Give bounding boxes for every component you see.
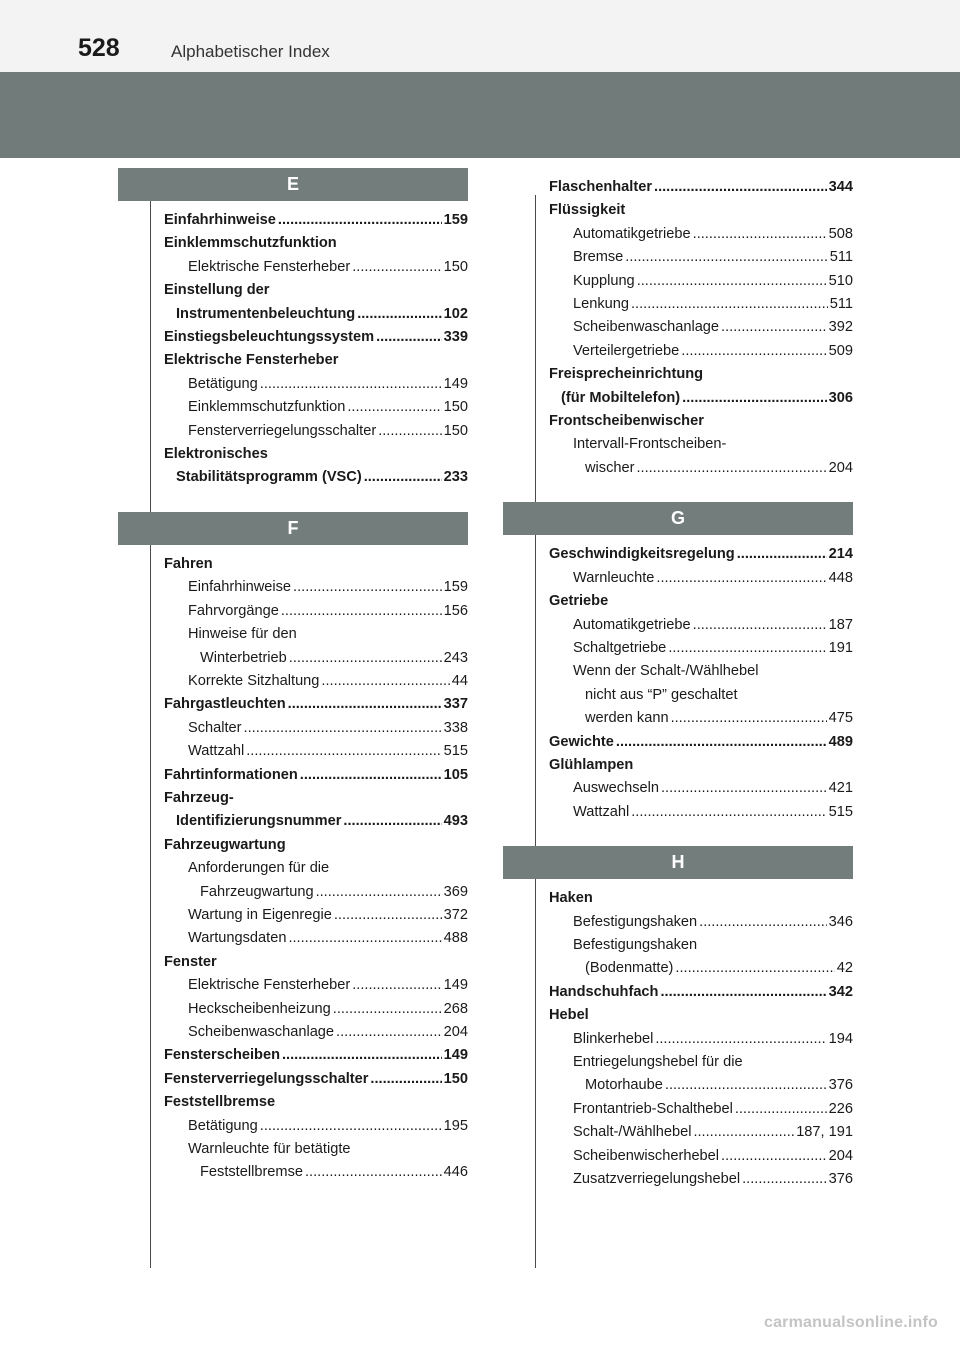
index-entry-page: 510	[828, 272, 853, 289]
index-entry	[549, 801, 853, 824]
index-entry-text: Geschwindigkeitsregelung	[549, 546, 735, 563]
index-entry-text: Identifizierungsnummer	[176, 813, 342, 830]
index-entry	[549, 363, 853, 386]
index-entry	[549, 637, 853, 660]
header-band	[0, 72, 960, 158]
dot-leader	[721, 1145, 827, 1168]
index-entry	[164, 600, 468, 623]
index-entry-text: (für Mobiltelefon)	[561, 389, 681, 406]
index-entry	[164, 1044, 468, 1067]
index-entry-text: Entriegelungshebel für die	[573, 1054, 743, 1070]
index-entry	[164, 623, 468, 646]
index-entry	[164, 904, 468, 927]
index-entry	[164, 670, 468, 693]
dot-leader	[376, 326, 442, 349]
watermark: carmanualsonline.info	[763, 1314, 938, 1331]
index-entry-text: Einklemmschutzfunktion	[164, 235, 337, 252]
dot-leader	[693, 223, 827, 246]
dot-leader	[260, 373, 442, 396]
index-entry	[549, 1168, 853, 1191]
dot-leader	[282, 1044, 442, 1067]
index-entry-page: 376	[828, 1077, 853, 1094]
index-entry	[164, 740, 468, 763]
dot-leader	[260, 1115, 442, 1138]
index-entry-text: Fenster	[164, 953, 217, 970]
index-entry-text: Betätigung	[188, 1117, 258, 1134]
index-column-right	[535, 168, 853, 1191]
index-entry-text: Fensterscheiben	[164, 1047, 280, 1064]
index-entry-page: 149	[443, 375, 468, 392]
dot-leader	[616, 731, 827, 754]
dot-leader	[293, 576, 442, 599]
dot-leader	[336, 1021, 442, 1044]
index-entry-page: 344	[828, 179, 853, 195]
index-entry-text: Einstiegsbeleuchtungssystem	[164, 329, 375, 346]
index-entry	[164, 326, 468, 349]
index-entry-text: Scheibenwaschanlage	[188, 1024, 335, 1040]
index-entry-text: Glühlampen	[549, 756, 634, 773]
section-header-h: H	[503, 846, 853, 879]
index-entries	[535, 535, 853, 824]
index-entry	[164, 349, 468, 372]
index-entry-page: 509	[828, 342, 853, 359]
dot-leader	[675, 957, 834, 980]
index-entry-page: 214	[828, 546, 853, 563]
dot-leader	[681, 340, 826, 363]
index-entries	[535, 879, 853, 1191]
index-entry	[549, 270, 853, 293]
index-entry-text: Fahrgastleuchten	[164, 696, 286, 713]
index-entry-text: (Bodenmatte)	[585, 960, 674, 977]
index-entry	[164, 810, 468, 833]
index-entry-page: 150	[443, 258, 468, 275]
index-entry-page: 194	[828, 1030, 853, 1047]
dot-leader	[347, 396, 441, 419]
index-entry	[549, 590, 853, 613]
index-entry	[549, 614, 853, 637]
index-entry-text: Betätigung	[188, 375, 258, 392]
index-entry-page: 159	[443, 212, 468, 228]
index-entry	[164, 787, 468, 810]
index-entry-page: 511	[829, 249, 853, 266]
index-entry-text: Feststellbremse	[164, 1094, 276, 1111]
index-column-left	[150, 168, 468, 1185]
index-entry	[549, 1004, 853, 1027]
dot-leader	[625, 246, 827, 269]
index-entry-page: 150	[443, 422, 468, 439]
index-entry-text: Elektronisches	[164, 446, 268, 463]
dot-leader	[660, 981, 826, 1004]
index-entry	[549, 433, 853, 456]
section-header-f: F	[118, 512, 468, 545]
index-entry	[549, 176, 853, 199]
index-entry-text: Wartung in Eigenregie	[188, 906, 332, 923]
index-entry-text: Auswechseln	[573, 780, 659, 797]
dot-leader	[288, 693, 442, 716]
dot-leader	[281, 600, 442, 623]
index-entry-text: Fahrzeugwartung	[164, 836, 286, 853]
index-entry-page: 376	[828, 1171, 853, 1188]
dot-leader	[305, 1161, 442, 1184]
index-entry	[549, 246, 853, 269]
index-entry	[164, 647, 468, 670]
index-entry-page: 204	[828, 459, 853, 476]
index-entry-text: Fahrzeug-	[164, 789, 234, 806]
index-entry-text: Instrumentenbeleuchtung	[176, 305, 356, 322]
index-entry-text: Flaschenhalter	[549, 179, 653, 195]
dot-leader	[682, 387, 826, 410]
index-entry-text: Blinkerhebel	[573, 1030, 654, 1047]
index-entry-text: Stabilitätsprogramm (VSC)	[176, 469, 362, 486]
index-entry	[549, 457, 853, 480]
index-entry-text: Frontantrieb-Schalthebel	[573, 1100, 733, 1117]
index-entry	[164, 693, 468, 716]
index-entry-text: Scheibenwischerhebel	[573, 1147, 720, 1164]
index-entry	[164, 576, 468, 599]
index-entry-page: 42	[836, 960, 853, 977]
index-entry-page: 243	[443, 649, 468, 666]
index-entry	[164, 232, 468, 255]
index-entry-page: 149	[443, 1047, 468, 1064]
index-entry-text: Fahren	[164, 555, 213, 572]
index-entry-text: Haken	[549, 890, 593, 907]
index-entry-text: Wattzahl	[188, 743, 245, 760]
index-entry-text: Warnleuchte	[573, 569, 655, 586]
index-entry-text: Befestigungshaken	[573, 936, 698, 953]
index-entry-text: Einstellung der	[164, 282, 270, 299]
index-entry-page: 346	[828, 913, 853, 930]
index-entry-text: Heckscheibenheizung	[188, 1000, 331, 1017]
index-entries	[150, 201, 468, 490]
section-header-e: E	[118, 168, 468, 201]
index-entry-text: Elektrische Fensterheber	[188, 258, 351, 275]
dot-leader	[334, 904, 442, 927]
index-entry	[549, 1074, 853, 1097]
index-entry	[164, 279, 468, 302]
index-entry	[164, 1068, 468, 1091]
index-entry-text: Korrekte Sitzhaltung	[188, 672, 320, 689]
index-entry	[164, 443, 468, 466]
dot-leader	[735, 1098, 827, 1121]
index-entry-text: Wattzahl	[573, 803, 630, 820]
dot-leader	[289, 647, 442, 670]
index-entry	[549, 223, 853, 246]
index-entry-text: Fahrzeugwartung	[200, 883, 314, 900]
page-title: Alphabetischer Index	[171, 42, 330, 61]
index-entry	[164, 1161, 468, 1184]
dot-leader	[357, 303, 441, 326]
index-entry-text: Elektrische Fensterheber	[188, 977, 351, 994]
index-entry	[549, 543, 853, 566]
index-entry	[164, 1115, 468, 1138]
index-entry-page: 156	[443, 602, 468, 619]
index-entries	[535, 168, 853, 480]
index-entry-text: Fahrvorgänge	[188, 602, 279, 619]
index-entry-text: Hinweise für den	[188, 626, 297, 643]
index-entry	[549, 731, 853, 754]
index-entry-page: 511	[829, 296, 853, 313]
index-entry	[164, 927, 468, 950]
index-entry	[164, 1091, 468, 1114]
index-entry	[549, 1098, 853, 1121]
index-entry	[164, 951, 468, 974]
index-entry	[164, 396, 468, 419]
index-entry-page: 372	[443, 906, 468, 923]
index-entry-page: 337	[443, 696, 468, 713]
index-entry-text: Automatikgetriebe	[573, 225, 691, 242]
index-entry-page: 195	[443, 1117, 468, 1134]
index-entry-text: Winterbetrieb	[200, 649, 287, 666]
index-entry-page: 306	[828, 389, 853, 406]
index-entry-page: 488	[443, 930, 468, 947]
dot-leader	[654, 176, 827, 199]
index-entry-text: Bremse	[573, 249, 624, 266]
index-entry	[164, 974, 468, 997]
index-entry	[164, 420, 468, 443]
dot-leader	[316, 881, 442, 904]
index-entry-text: Fensterverriegelungsschalter	[164, 1070, 369, 1087]
index-entry-page: 369	[443, 883, 468, 900]
index-entry	[549, 887, 853, 910]
index-entry-text: Einfahrhinweise	[164, 212, 276, 228]
index-entry-page: 204	[443, 1024, 468, 1040]
index-entry-text: Getriebe	[549, 593, 609, 610]
index-entry	[164, 373, 468, 396]
index-entry-page: 392	[828, 319, 853, 336]
index-entry	[164, 764, 468, 787]
index-entry-page: 342	[828, 983, 853, 1000]
index-entry	[164, 998, 468, 1021]
index-entry-text: Scheibenwaschanlage	[573, 319, 720, 336]
index-entry-page: 475	[828, 710, 853, 727]
index-entry-page: 226	[828, 1100, 853, 1117]
index-entry	[164, 1021, 468, 1044]
index-entry-text: Elektrische Fensterheber	[164, 352, 339, 369]
dot-leader	[288, 927, 441, 950]
index-entry	[549, 1145, 853, 1168]
dot-leader	[665, 1074, 827, 1097]
index-entry-text: Wartungsdaten	[188, 930, 287, 947]
index-entry	[549, 199, 853, 222]
dot-leader	[352, 974, 441, 997]
dot-leader	[364, 466, 442, 489]
index-entry	[549, 934, 853, 957]
index-entry	[164, 209, 468, 232]
dot-leader	[661, 777, 827, 800]
index-entry-text: Schalt-/Wählhebel	[573, 1124, 692, 1141]
index-entry-page: 191	[828, 639, 853, 656]
dot-leader	[693, 1121, 794, 1144]
index-entry-text: Motorhaube	[585, 1077, 663, 1094]
index-entry-text: Wenn der Schalt-/Wählhebel	[573, 663, 759, 680]
dot-leader	[631, 293, 828, 316]
index-entry	[549, 316, 853, 339]
dot-leader	[370, 1068, 441, 1091]
index-entry-page: 105	[443, 766, 468, 783]
index-entry-page: 159	[443, 579, 468, 596]
index-entry-text: Feststellbremse	[200, 1164, 303, 1181]
dot-leader	[637, 270, 827, 293]
dot-leader	[655, 1028, 826, 1051]
index-entry	[549, 410, 853, 433]
section-header-g: G	[503, 502, 853, 535]
index-entry-text: Intervall-Frontscheiben-	[573, 436, 727, 453]
index-entry	[549, 1121, 853, 1144]
index-entry	[164, 256, 468, 279]
dot-leader	[378, 420, 441, 443]
dot-leader	[671, 707, 827, 730]
index-entry-page: 187	[828, 616, 853, 633]
page-number: 528	[78, 34, 120, 62]
index-entry-text: Hebel	[549, 1007, 589, 1024]
index-entry-text: Lenkung	[573, 296, 629, 313]
index-entry	[549, 1051, 853, 1074]
index-entries	[150, 545, 468, 1185]
index-entry-page: 421	[828, 780, 853, 797]
index-entry-page: 515	[828, 803, 853, 820]
index-entry	[164, 553, 468, 576]
page-header	[0, 0, 960, 72]
index-entry	[164, 1138, 468, 1161]
index-entry-text: Handschuhfach	[549, 983, 659, 1000]
index-entry	[164, 857, 468, 880]
index-entry	[164, 834, 468, 857]
index-entry-text: Freisprecheinrichtung	[549, 366, 704, 383]
index-entry-page: 44	[451, 672, 468, 689]
index-entry-page: 149	[443, 977, 468, 994]
index-entry-page: 204	[828, 1147, 853, 1164]
dot-leader	[721, 316, 827, 339]
index-entry-text: Flüssigkeit	[549, 202, 626, 219]
index-entry	[549, 754, 853, 777]
index-entry-page: 338	[443, 719, 468, 736]
index-entry-page: 448	[828, 569, 853, 586]
index-entry	[549, 293, 853, 316]
index-entry-text: Verteilergetriebe	[573, 342, 680, 359]
index-entry-text: wischer	[585, 459, 635, 476]
index-entry	[549, 777, 853, 800]
index-entry-text: Zusatzverriegelungshebel	[573, 1171, 741, 1188]
index-entry	[164, 466, 468, 489]
dot-leader	[244, 717, 442, 740]
index-entry	[549, 660, 853, 683]
index-entry	[164, 717, 468, 740]
dot-leader	[699, 911, 827, 934]
index-entry	[549, 1028, 853, 1051]
index-entry-text: Kupplung	[573, 272, 635, 289]
index-entry	[549, 567, 853, 590]
index-entry	[549, 684, 853, 707]
dot-leader	[656, 567, 826, 590]
index-entry-text: Gewichte	[549, 733, 614, 750]
index-entry-text: Schalter	[188, 719, 242, 736]
index-entry-text: Warnleuchte für betätigte	[188, 1141, 351, 1158]
dot-leader	[636, 457, 826, 480]
index-entry-page: 233	[443, 469, 468, 486]
index-entry	[549, 911, 853, 934]
index-entry	[164, 881, 468, 904]
index-entry-page: 150	[443, 399, 468, 416]
index-entry	[549, 340, 853, 363]
index-entry-page: 102	[443, 305, 468, 322]
dot-leader	[300, 764, 442, 787]
index-entry-page: 489	[828, 733, 853, 750]
index-entry-page: 268	[443, 1000, 468, 1017]
index-entry-page: 493	[443, 813, 468, 830]
index-entry-text: nicht aus “P” geschaltet	[585, 686, 738, 703]
index-entry-text: Fensterverriegelungsschalter	[188, 422, 377, 439]
dot-leader	[321, 670, 449, 693]
dot-leader	[246, 740, 441, 763]
index-entry-text: Befestigungshaken	[573, 913, 698, 930]
dot-leader	[668, 637, 826, 660]
dot-leader	[742, 1168, 827, 1191]
index-entry-page: 446	[443, 1164, 468, 1181]
index-entry-text: Anforderungen für die	[188, 860, 330, 877]
index-entry	[549, 707, 853, 730]
index-entry-page: 187, 191	[796, 1124, 853, 1141]
index-entry-page: 515	[443, 743, 468, 760]
index-entry-page: 508	[828, 225, 853, 242]
index-entry	[549, 387, 853, 410]
index-entry-text: Einklemmschutzfunktion	[188, 399, 346, 416]
index-entry-text: Einfahrhinweise	[188, 579, 292, 596]
index-entry-text: Automatikgetriebe	[573, 616, 691, 633]
index-entry	[549, 981, 853, 1004]
index-entry-text: werden kann	[585, 710, 669, 727]
index-entry-text: Fahrtinformationen	[164, 766, 298, 783]
dot-leader	[693, 614, 827, 637]
dot-leader	[737, 543, 827, 566]
index-entry-page: 339	[443, 329, 468, 346]
dot-leader	[352, 256, 441, 279]
index-entry	[549, 957, 853, 980]
dot-leader	[278, 209, 442, 232]
index-entry-text: Schaltgetriebe	[573, 639, 667, 656]
dot-leader	[343, 810, 441, 833]
index-entry-text: Frontscheibenwischer	[549, 413, 704, 430]
index-entry-page: 150	[443, 1070, 468, 1087]
dot-leader	[631, 801, 826, 824]
index-entry	[164, 303, 468, 326]
dot-leader	[333, 998, 442, 1021]
